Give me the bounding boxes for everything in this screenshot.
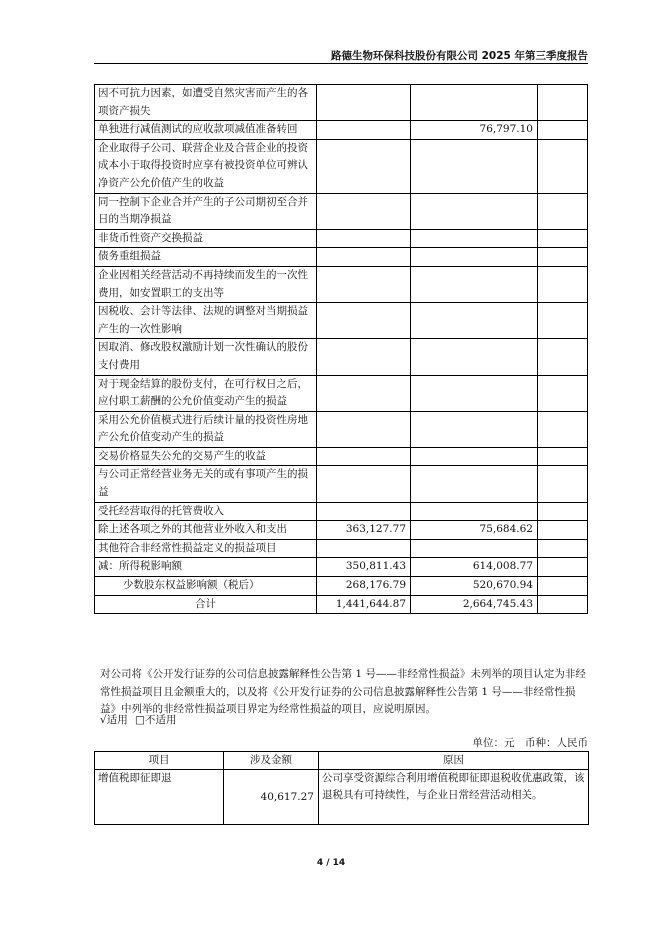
current-amount-cell (317, 229, 411, 248)
table-row (95, 539, 588, 558)
applicability-options (100, 712, 176, 729)
note-cell (538, 339, 588, 375)
table-row (95, 266, 588, 302)
item-cell: 少数股东权益影响额（税后） (95, 577, 317, 596)
current-amount-cell: 363,127.77 (317, 521, 411, 540)
table-row (95, 502, 588, 521)
current-amount-cell (317, 339, 411, 375)
ytd-amount-cell: 75,684.62 (411, 521, 538, 540)
item-cell: 与公司正常经营业务无关的或有事项产生的损益 (95, 466, 317, 502)
current-amount-cell: 350,811.43 (317, 558, 411, 577)
unchecked-box-icon[interactable]: □ (135, 714, 145, 726)
note-cell (538, 121, 588, 140)
ytd-amount-cell (411, 85, 538, 121)
table-row (95, 466, 588, 502)
current-amount-cell (317, 248, 411, 267)
ytd-amount-cell: 2,664,745.43 (411, 595, 538, 614)
applicable-label: 适用 (106, 714, 128, 726)
current-amount-cell (317, 502, 411, 521)
ytd-amount-cell (411, 193, 538, 229)
ytd-amount-cell (411, 229, 538, 248)
ytd-amount-cell (411, 266, 538, 302)
reason-item-cell: 增值税即征即退 (95, 770, 224, 825)
ytd-amount-cell (411, 502, 538, 521)
table-row (95, 411, 588, 447)
ytd-amount-cell: 520,670.94 (411, 577, 538, 596)
item-cell: 因不可抗力因素，如遭受自然灾害而产生的各项资产损失 (95, 85, 317, 121)
header-divider (94, 63, 588, 64)
not-applicable-label: 不适用 (144, 714, 177, 726)
note-cell (538, 447, 588, 466)
non-recurring-items-table (94, 84, 588, 614)
item-cell: 受托经营取得的托管费收入 (95, 502, 317, 521)
note-cell (538, 411, 588, 447)
current-amount-cell (317, 139, 411, 193)
ytd-amount-cell (411, 139, 538, 193)
note-cell (538, 229, 588, 248)
item-cell: 交易价格显失公允的交易产生的收益 (95, 447, 317, 466)
current-amount-cell (317, 266, 411, 302)
ytd-amount-cell (411, 375, 538, 411)
ytd-amount-cell (411, 248, 538, 267)
note-cell (538, 375, 588, 411)
note-cell (538, 558, 588, 577)
item-cell: 其他符合非经常性损益定义的损益项目 (95, 539, 317, 558)
reason-table-header-row (95, 752, 589, 770)
ytd-amount-cell (411, 447, 538, 466)
note-cell (538, 193, 588, 229)
ytd-amount-cell (411, 339, 538, 375)
table-row (95, 447, 588, 466)
note-cell (538, 139, 588, 193)
header-amount: 涉及金额 (224, 752, 319, 770)
note-cell (538, 303, 588, 339)
current-amount-cell (317, 303, 411, 339)
ytd-amount-cell (411, 539, 538, 558)
ytd-amount-cell (411, 303, 538, 339)
current-amount-cell: 1,441,644.87 (317, 595, 411, 614)
table-row (95, 521, 588, 540)
note-cell (538, 466, 588, 502)
item-cell: 单独进行减值测试的应收款项减值准备转回 (95, 121, 317, 140)
item-cell: 减：所得税影响额 (95, 558, 317, 577)
table-row (95, 303, 588, 339)
current-amount-cell (317, 121, 411, 140)
page-number: 4 / 14 (316, 858, 346, 868)
item-cell: 非货币性资产交换损益 (95, 229, 317, 248)
current-amount-cell (317, 447, 411, 466)
table-row (95, 558, 588, 577)
table-row (95, 595, 588, 614)
reason-table-row (95, 770, 589, 825)
table-row (95, 139, 588, 193)
reason-text-cell: 公司享受资源综合利用增值税即征即退税收优惠政策，该退税具有可持续性，与企业日常经营活动相关。 (319, 770, 589, 825)
table-row (95, 229, 588, 248)
current-amount-cell (317, 539, 411, 558)
ytd-amount-cell (411, 466, 538, 502)
table-row (95, 248, 588, 267)
reason-table (94, 751, 589, 825)
reason-amount-cell: 40,617.27 (224, 770, 319, 825)
units-currency-label: 单位：元 币种：人民币 (472, 737, 588, 749)
header-item: 项目 (95, 752, 224, 770)
item-cell: 因取消、修改股权激励计划一次性确认的股份支付费用 (95, 339, 317, 375)
current-amount-cell (317, 85, 411, 121)
current-amount-cell (317, 411, 411, 447)
item-cell: 合计 (95, 595, 317, 614)
report-header-title: 路德生物环保科技股份有限公司 2025 年第三季度报告 (330, 50, 588, 62)
current-amount-cell: 268,176.79 (317, 577, 411, 596)
current-amount-cell (317, 375, 411, 411)
item-cell: 企业取得子公司、联营企业及合营企业的投资成本小于取得投资时应享有被投资单位可辨认净资产公允价值产生的收益 (95, 139, 317, 193)
item-cell: 因税收、会计等法律、法规的调整对当期损益产生的一次性影响 (95, 303, 317, 339)
current-amount-cell (317, 193, 411, 229)
note-cell (538, 577, 588, 596)
checked-mark-icon[interactable]: √ (100, 714, 107, 726)
note-cell (538, 85, 588, 121)
item-cell: 债务重组损益 (95, 248, 317, 267)
item-cell: 同一控制下企业合并产生的子公司期初至合并日的当期净损益 (95, 193, 317, 229)
note-cell (538, 502, 588, 521)
note-cell (538, 266, 588, 302)
note-cell (538, 539, 588, 558)
item-cell: 除上述各项之外的其他营业外收入和支出 (95, 521, 317, 540)
ytd-amount-cell: 614,008.77 (411, 558, 538, 577)
table-row (95, 339, 588, 375)
note-cell (538, 248, 588, 267)
explanation-paragraph: 对公司将《公开发行证券的公司信息披露解释性公告第 1 号——非经常性损益》未列举的项目认定为非经常性损益项目且金额重大的，以及将《公开发行证券的公司信息披露解释性公告第 1 号——非经常性损益》中列举的非经常性损益项目界定为经常性损益的项目，应说明原因。 (100, 668, 586, 715)
current-amount-cell (317, 466, 411, 502)
note-cell (538, 595, 588, 614)
item-cell: 对于现金结算的股份支付，在可行权日之后，应付职工薪酬的公允价值变动产生的损益 (95, 375, 317, 411)
table-row (95, 193, 588, 229)
table-row (95, 85, 588, 121)
item-cell: 采用公允价值模式进行后续计量的投资性房地产公允价值变动产生的损益 (95, 411, 317, 447)
table-row (95, 121, 588, 140)
note-cell (538, 521, 588, 540)
table-row (95, 375, 588, 411)
ytd-amount-cell (411, 411, 538, 447)
ytd-amount-cell: 76,797.10 (411, 121, 538, 140)
header-reason: 原因 (319, 752, 589, 770)
table-row (95, 577, 588, 596)
item-cell: 企业因相关经营活动不再持续而发生的一次性费用，如安置职工的支出等 (95, 266, 317, 302)
